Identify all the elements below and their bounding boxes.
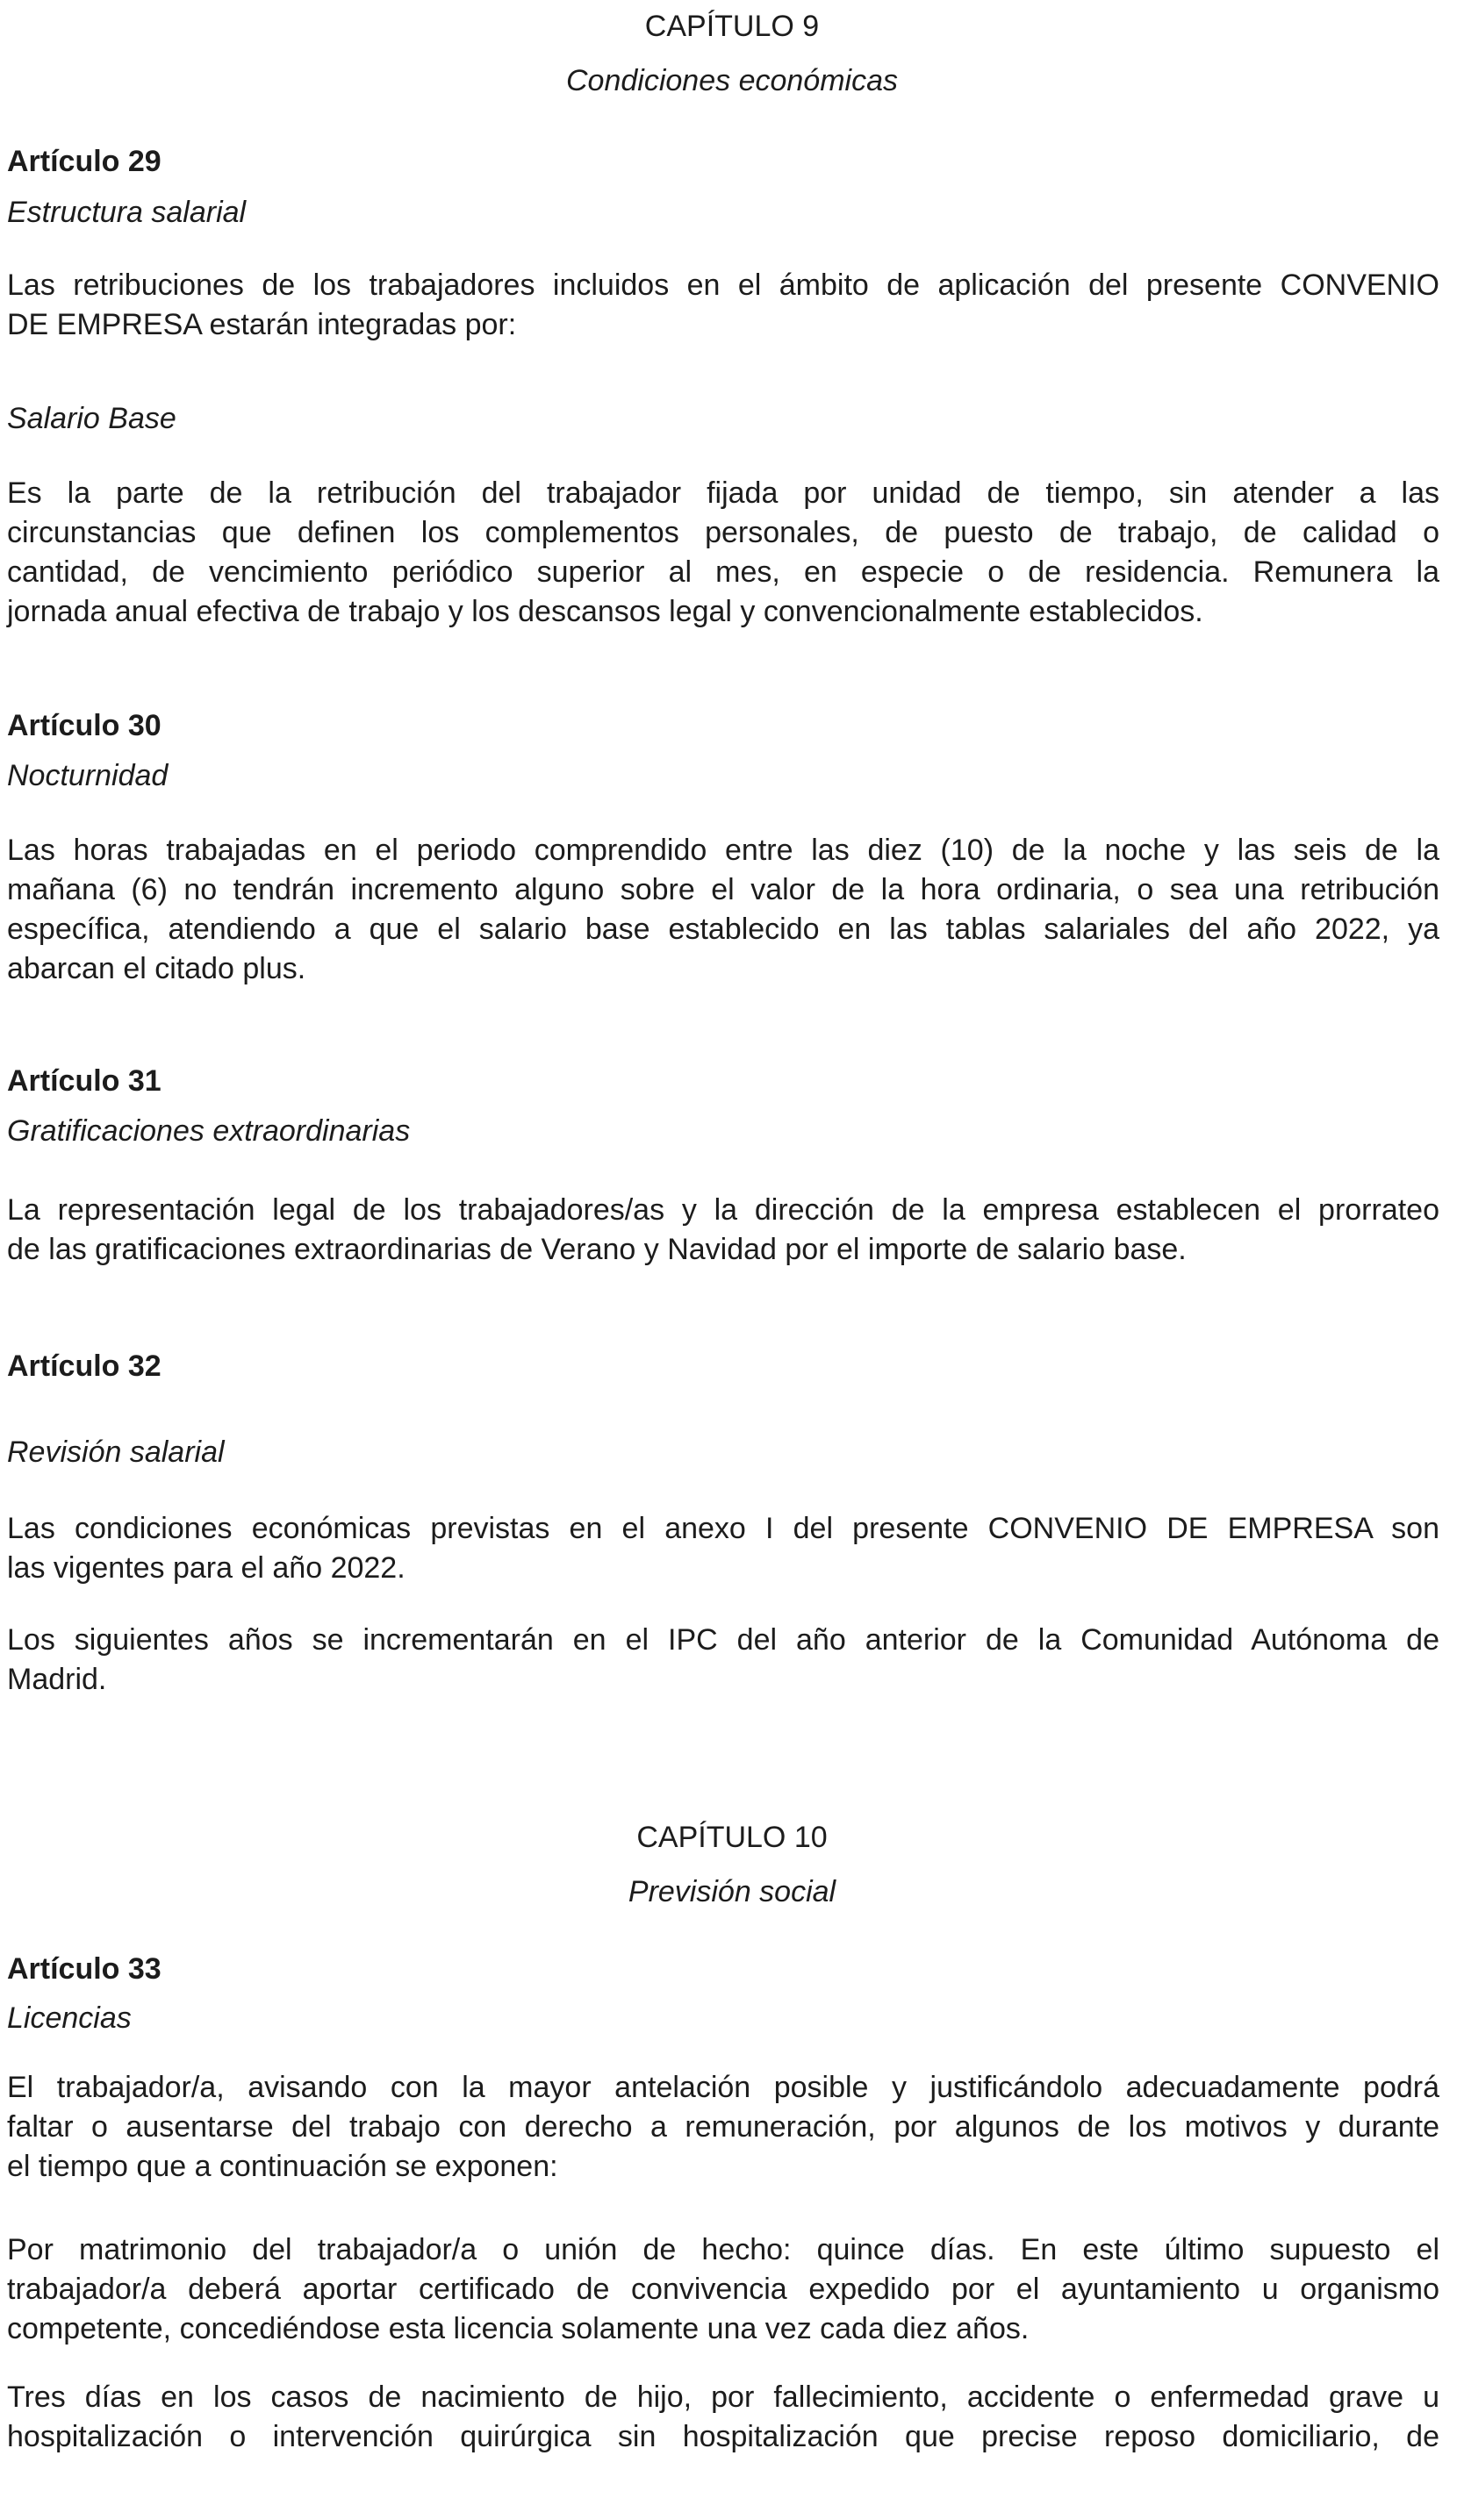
text-line: Las retribuciones de los trabajadores incluidos en el ámbito de aplicación del presente CONVENIO xyxy=(7,268,1439,302)
article-subtitle: Estructura salarial xyxy=(7,196,247,229)
paragraph xyxy=(7,2378,1439,2457)
article-heading: Artículo 31 xyxy=(7,1064,161,1098)
paragraph xyxy=(7,1509,1439,1588)
text-line: hospitalización o intervención quirúrgica sin hospitalización que precise reposo domiciliario, de xyxy=(7,2420,1439,2453)
text-line: Por matrimonio del trabajador/a o unión de hecho: quince días. En este último supuesto el xyxy=(7,2233,1439,2266)
text-line: competente, concediéndose esta licencia solamente una vez cada diez años. xyxy=(7,2312,1030,2345)
text-line: jornada anual efectiva de trabajo y los descansos legal y convencionalmente establecidos. xyxy=(7,595,1203,628)
chapter-heading: CAPÍTULO 10 xyxy=(636,1821,828,1854)
chapter-subtitle: Condiciones económicas xyxy=(566,64,898,97)
article-heading: Artículo 30 xyxy=(7,709,161,742)
text-line: circunstancias que definen los complementos personales, de puesto de trabajo, de calidad o xyxy=(7,516,1439,549)
text-line: Las horas trabajadas en el periodo comprendido entre las diez (10) de la noche y las seis de la xyxy=(7,834,1439,867)
text-line: La representación legal de los trabajadores/as y la dirección de la empresa establecen el prorrateo xyxy=(7,1193,1439,1227)
article-heading: Artículo 29 xyxy=(7,145,161,178)
chapter-subtitle: Previsión social xyxy=(628,1875,836,1908)
text-line: cantidad, de vencimiento periódico superior al mes, en especie o de residencia. Remunera la xyxy=(7,555,1439,589)
text-line: las vigentes para el año 2022. xyxy=(7,1551,405,1585)
text-line: Las condiciones económicas previstas en el anexo I del presente CONVENIO DE EMPRESA son xyxy=(7,1512,1439,1545)
text-line: abarcan el citado plus. xyxy=(7,952,306,985)
article-heading: Artículo 33 xyxy=(7,1952,161,1986)
article-subtitle: Salario Base xyxy=(7,402,176,435)
text-line: específica, atendiendo a que el salario base establecido en las tablas salariales del año 2022, ya xyxy=(7,913,1439,946)
text-line: El trabajador/a, avisando con la mayor antelación posible y justificándolo adecuadamente podrá xyxy=(7,2071,1439,2104)
paragraph xyxy=(7,2068,1439,2187)
article-heading: Artículo 32 xyxy=(7,1349,161,1383)
paragraph xyxy=(7,831,1439,989)
paragraph xyxy=(7,2230,1439,2349)
paragraph xyxy=(7,1191,1439,1270)
text-line: Madrid. xyxy=(7,1663,107,1696)
text-line: faltar o ausentarse del trabajo con derecho a remuneración, por algunos de los motivos y durante xyxy=(7,2110,1439,2144)
text-line: de las gratificaciones extraordinarias de Verano y Navidad por el importe de salario base. xyxy=(7,1233,1187,1266)
article-subtitle: Revisión salarial xyxy=(7,1435,225,1469)
paragraph xyxy=(7,1621,1439,1700)
text-line: DE EMPRESA estarán integradas por: xyxy=(7,308,517,341)
text-line: trabajador/a deberá aportar certificado de convivencia expedido por el ayuntamiento u organismo xyxy=(7,2273,1439,2306)
text-line: Es la parte de la retribución del trabajador fijada por unidad de tiempo, sin atender a las xyxy=(7,476,1439,510)
text-line: Tres días en los casos de nacimiento de hijo, por fallecimiento, accidente o enfermedad grave u xyxy=(7,2380,1439,2414)
article-subtitle: Gratificaciones extraordinarias xyxy=(7,1114,411,1148)
text-line: mañana (6) no tendrán incremento alguno sobre el valor de la hora ordinaria, o sea una retribución xyxy=(7,873,1439,906)
paragraph xyxy=(7,266,1439,345)
article-subtitle: Licencias xyxy=(7,2001,132,2035)
text-line: Los siguientes años se incrementarán en el IPC del año anterior de la Comunidad Autónoma de xyxy=(7,1623,1439,1657)
chapter-heading: CAPÍTULO 9 xyxy=(644,10,820,43)
article-subtitle: Nocturnidad xyxy=(7,759,169,792)
text-line: el tiempo que a continuación se exponen: xyxy=(7,2150,558,2183)
paragraph xyxy=(7,474,1439,632)
